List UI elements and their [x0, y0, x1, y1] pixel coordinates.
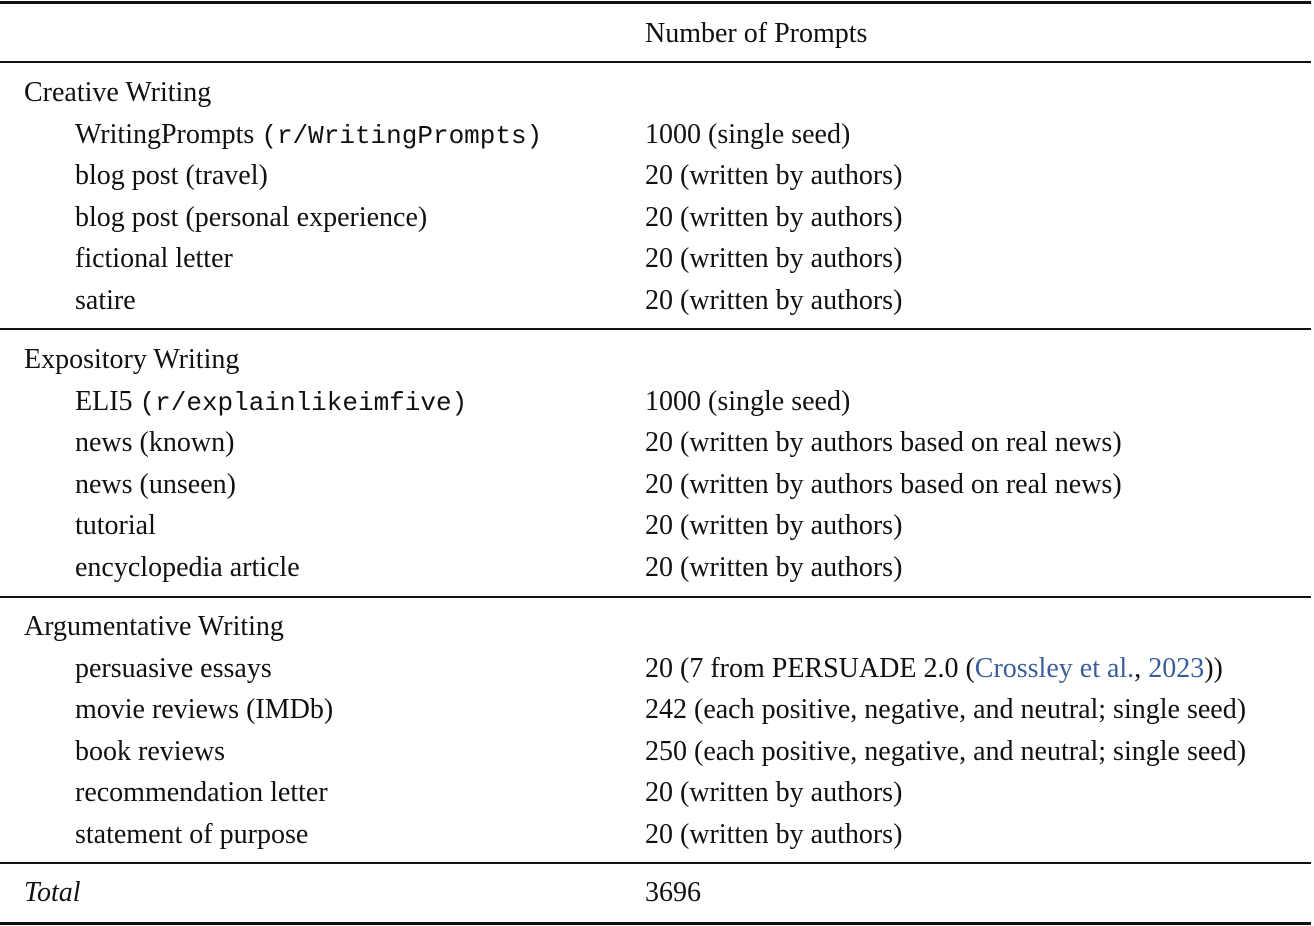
row-name: blog post (travel)	[75, 160, 268, 191]
row-name: book reviews	[75, 736, 226, 767]
row-count: 20 (written by authors based on real news)	[645, 469, 1122, 500]
row-count: 242 (each positive, negative, and neutral; single seed)	[645, 694, 1247, 725]
citation-year-link[interactable]: 2023	[1148, 653, 1205, 684]
row-name: fictional letter	[75, 243, 233, 274]
dataset-name: ELI5	[75, 386, 133, 417]
row-name: persuasive essays	[75, 653, 272, 684]
row-count: 20 (written by authors)	[645, 777, 903, 808]
total-count: 3696	[645, 877, 701, 908]
row-count: 20 (written by authors)	[645, 510, 903, 541]
table-row	[0, 155, 1314, 197]
citation-separator: ,	[1134, 653, 1149, 684]
citation-authors[interactable]: Crossley et al.	[974, 653, 1135, 684]
row-name: encyclopedia article	[75, 552, 300, 583]
row-name: statement of purpose	[75, 819, 309, 850]
row-name: satire	[75, 285, 136, 316]
row-count: 20 (written by authors)	[645, 552, 903, 583]
row-count: 1000 (single seed)	[645, 119, 851, 150]
table-row	[0, 197, 1314, 239]
total-rule	[0, 862, 1311, 864]
row-count: 250 (each positive, negative, and neutral; single seed)	[645, 736, 1247, 767]
table-row	[0, 772, 1314, 814]
group-row-creative	[0, 72, 1314, 114]
row-count: 20 (written by authors)	[645, 819, 903, 850]
row-name: ELI5 (r/explainlikeimfive)	[75, 386, 468, 418]
row-count	[645, 648, 1223, 690]
table-row	[0, 731, 1314, 773]
group-row-argumentative	[0, 606, 1314, 648]
row-name: news (unseen)	[75, 469, 236, 500]
section-rule	[0, 596, 1311, 598]
table-row	[0, 280, 1314, 322]
group-label: Argumentative Writing	[24, 611, 284, 642]
header-rule	[0, 61, 1311, 63]
bottom-rule	[0, 922, 1311, 925]
table-row	[0, 381, 1314, 423]
header-row	[0, 13, 1314, 55]
row-name: recommendation letter	[75, 777, 328, 808]
row-name: blog post (personal experience)	[75, 202, 428, 233]
table-row	[0, 648, 1314, 690]
row-count: 20 (written by authors)	[645, 243, 903, 274]
table-row	[0, 114, 1314, 156]
row-name: news (known)	[75, 427, 235, 458]
row-name: movie reviews (IMDb)	[75, 694, 334, 725]
row-name: WritingPrompts (r/WritingPrompts)	[75, 119, 543, 151]
row-count: 20 (written by authors)	[645, 202, 903, 233]
section-rule	[0, 328, 1311, 330]
row-name: tutorial	[75, 510, 156, 541]
subreddit-source: r/WritingPrompts	[276, 121, 527, 151]
total-label: Total	[24, 877, 81, 908]
dataset-name: WritingPrompts	[75, 119, 255, 150]
header-col2: Number of Prompts	[645, 18, 868, 49]
subreddit-source: r/explainlikeimfive	[155, 388, 452, 418]
table-row	[0, 238, 1314, 280]
table-row	[0, 464, 1314, 506]
total-row	[0, 872, 1314, 914]
group-label: Creative Writing	[24, 77, 212, 108]
table-row	[0, 422, 1314, 464]
table-row	[0, 547, 1314, 589]
count-prefix: 20 (7 from PERSUADE 2.0 (	[645, 653, 975, 684]
count-suffix: ))	[1204, 653, 1223, 684]
row-count: 20 (written by authors)	[645, 160, 903, 191]
group-label: Expository Writing	[24, 344, 240, 375]
citation-link[interactable]	[975, 653, 1134, 684]
table-row	[0, 689, 1314, 731]
row-count: 20 (written by authors)	[645, 285, 903, 316]
table-row	[0, 814, 1314, 856]
row-count: 1000 (single seed)	[645, 386, 851, 417]
top-rule	[0, 1, 1311, 4]
row-count: 20 (written by authors based on real news)	[645, 427, 1122, 458]
group-row-expository	[0, 339, 1314, 381]
table-row	[0, 505, 1314, 547]
